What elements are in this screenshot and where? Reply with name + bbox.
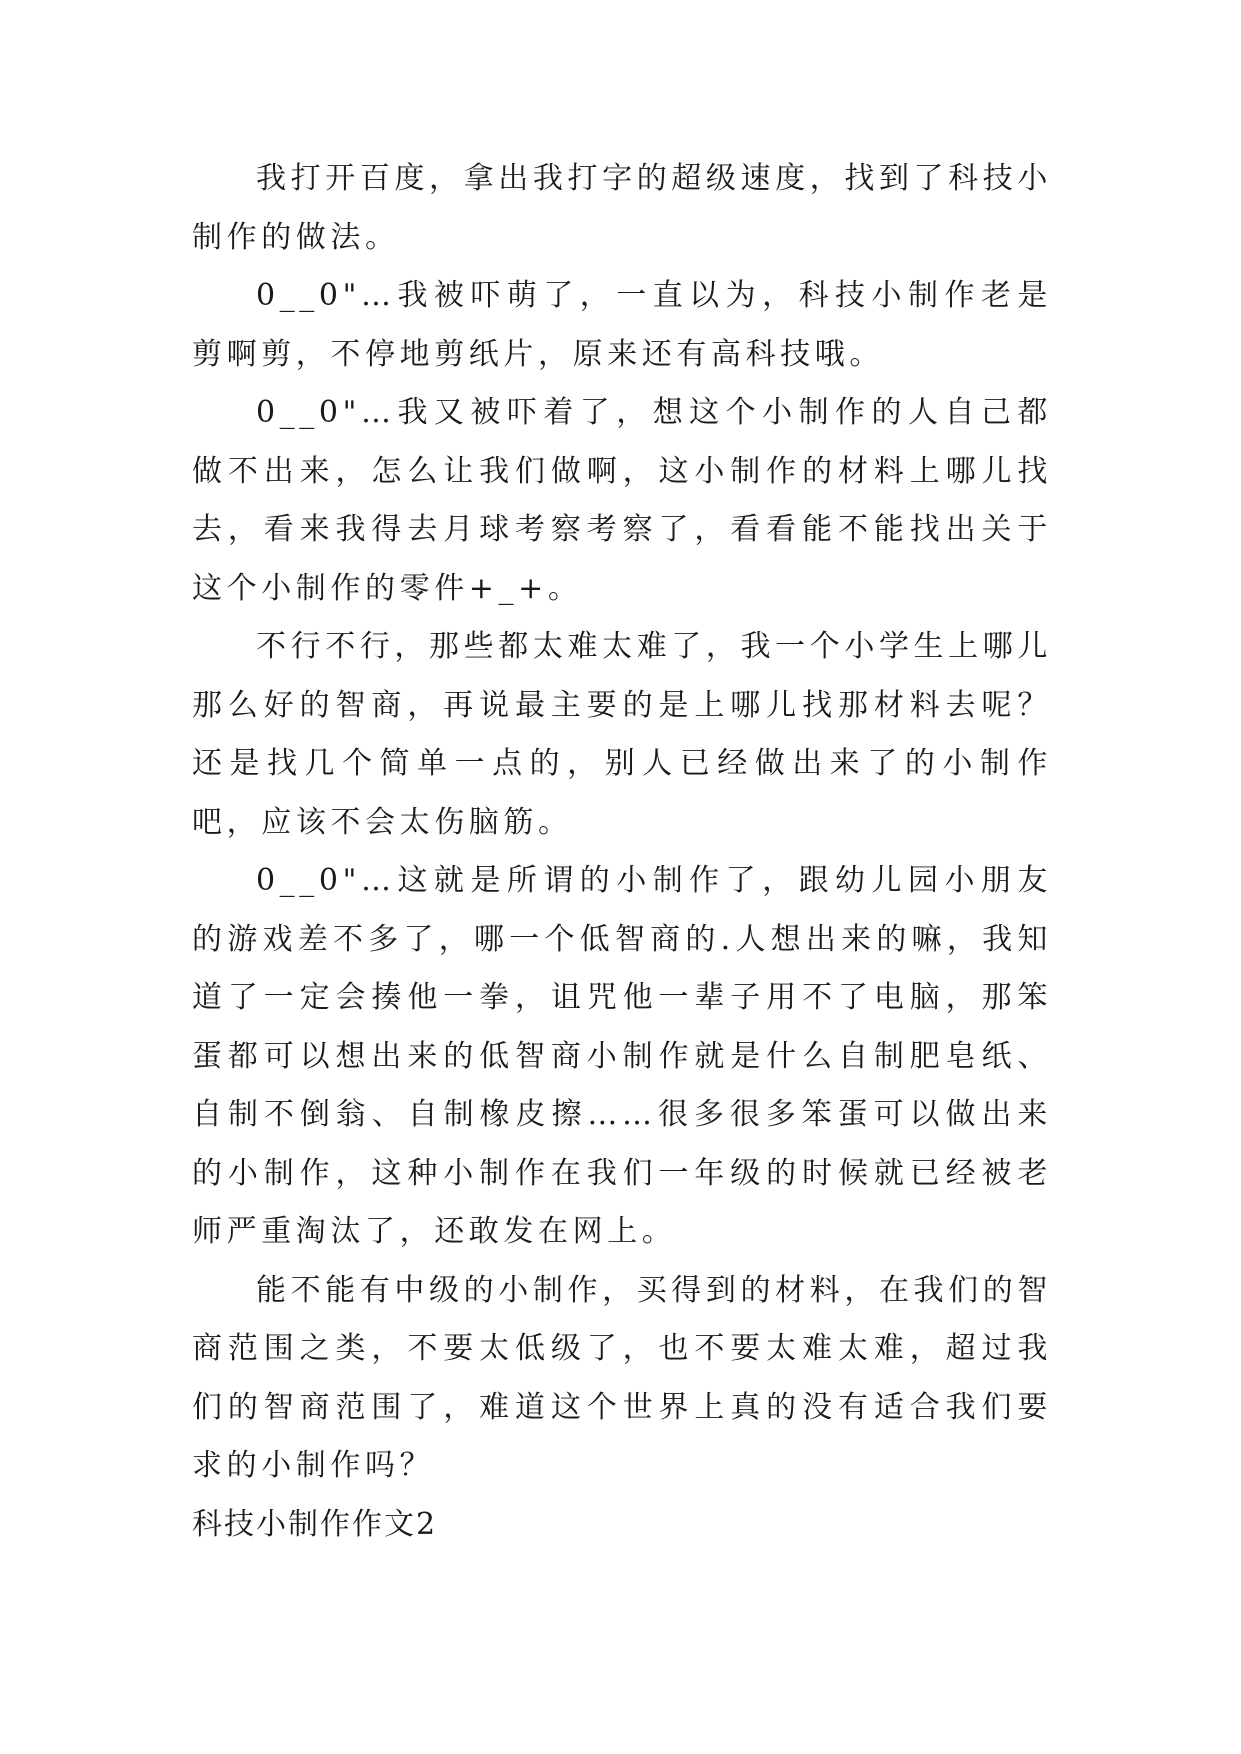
document-page — [192, 150, 1052, 1554]
paragraph-5: 0__0"…这就是所谓的小制作了，跟幼儿园小朋友的游戏差不多了，哪一个低智商的.人想出来的嘛，我知道了一定会揍他一拳，诅咒他一辈子用不了电脑，那笨蛋都可以想出来的低智商小制作就是什么自制肥皂纸、自制不倒翁、自制橡皮擦……很多很多笨蛋可以做出来的小制作，这种小制作在我们一年级的时候就已经被老师严重淘汰了，还敢发在网上。 — [192, 863, 1052, 1249]
paragraph-4: 不行不行，那些都太难太难了，我一个小学生上哪儿那么好的智商，再说最主要的是上哪儿找那材料去呢？还是找几个简单一点的，别人已经做出来了的小制作吧，应该不会太伤脑筋。 — [192, 629, 1052, 840]
paragraph-2: 0__0"…我被吓萌了，一直以为，科技小制作老是剪啊剪，不停地剪纸片，原来还有高科技哦。 — [192, 278, 1052, 372]
paragraph-1: 我打开百度，拿出我打字的超级速度，找到了科技小制作的做法。 — [192, 161, 1052, 255]
paragraph-3: 0__0"…我又被吓着了，想这个小制作的人自己都做不出来，怎么让我们做啊，这小制作的材料上哪儿找去，看来我得去月球考察考察了，看看能不能找出关于这个小制作的零件+_+。 — [192, 395, 1052, 606]
paragraph-6: 能不能有中级的小制作，买得到的材料，在我们的智商范围之类，不要太低级了，也不要太难太难，超过我们的智商范围了，难道这个世界上真的没有适合我们要求的小制作吗？ — [192, 1272, 1052, 1483]
section-heading: 科技小制作作文2 — [192, 1506, 438, 1542]
